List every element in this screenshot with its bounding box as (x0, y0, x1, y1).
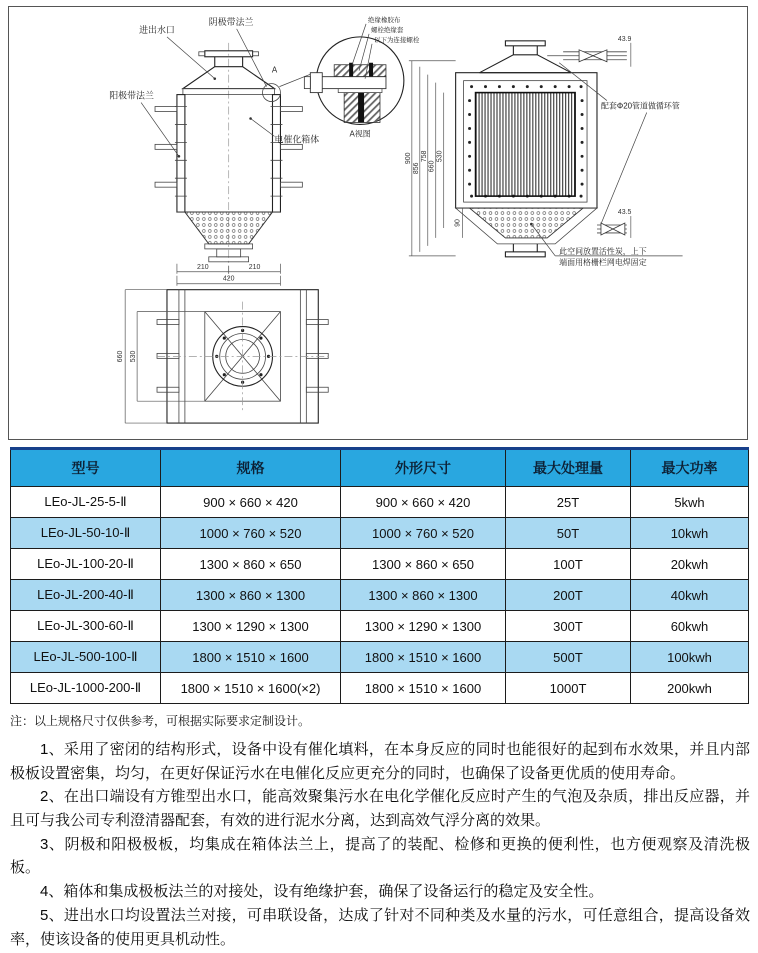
detail-marker-letter: A (271, 65, 278, 75)
plan-view-drawing (117, 290, 328, 423)
dim-bottom-fitting: 43.5 (617, 209, 632, 217)
side-funnel-carbon-space (470, 208, 583, 238)
label-connecting-bolt: 以下为连接螺栓 (374, 36, 420, 44)
cell-model: LEo-JL-100-20-Ⅱ (11, 549, 161, 580)
cell-size: 1300 × 1290 × 1300 (341, 611, 506, 642)
dim-660: 660 (428, 160, 436, 173)
label-catalytic-body: 电催化箱体 (274, 134, 320, 145)
side-view-drawing (405, 36, 683, 267)
cell-spec: 1300 × 1290 × 1300 (161, 611, 341, 642)
dim-900: 900 (404, 152, 412, 165)
cell-power: 40kwh (631, 580, 749, 611)
feature-paragraph-2: 2、在出口端设有方锥型出水口，能高效聚集污水在电化学催化反应时产生的气泡及杂质，排出反应器，并且可与我公司专利澄清器配套，有效的进行泥水分离，达到高效气浮分离的效果。 (10, 788, 750, 830)
detail-view-drawing (304, 15, 419, 138)
header-model: 型号 (11, 449, 161, 487)
label-cathode-flange: 阴极带法兰 (208, 16, 254, 27)
header-capacity: 最大处理量 (506, 449, 631, 487)
header-size: 外形尺寸 (341, 449, 506, 487)
label-activated-carbon-2: 端面用格栅栏网电焊固定 (559, 257, 647, 267)
label-bolt-sleeve: 螺栓绝缘套 (371, 26, 404, 34)
table-row (11, 642, 749, 673)
cell-capacity: 200T (506, 580, 631, 611)
cell-size: 900 × 660 × 420 (341, 487, 506, 518)
plan-dim-660: 660 (117, 350, 125, 363)
cell-capacity: 50T (506, 518, 631, 549)
cell-capacity: 300T (506, 611, 631, 642)
cell-model: LEo-JL-1000-200-Ⅱ (11, 673, 161, 704)
cell-spec: 1000 × 760 × 520 (161, 518, 341, 549)
feature-paragraph-4: 4、箱体和集成极板法兰的对接处，设有绝缘护套，确保了设备运行的稳定及安全性。 (40, 883, 604, 901)
cell-spec: 1300 × 860 × 650 (161, 549, 341, 580)
feature-paragraph-1: 1、采用了密闭的结构形式，设备中设有催化填料，在本身反应的同时也能很好的起到布水效果，并且内部极板设置密集，均匀，在更好保证污水在电催化反应更充分的同时，也确保了设备更优质的使用寿命。 (10, 741, 750, 782)
plan-dim-530: 530 (130, 350, 138, 363)
cell-size: 1800 × 1510 × 1600 (341, 642, 506, 673)
table-footnote: 注：以上规格尺寸仅供参考，可根据实际要求定制设计。 (10, 714, 311, 728)
cell-size: 1800 × 1510 × 1600 (341, 673, 506, 704)
specification-table (10, 447, 749, 704)
feature-paragraph-3: 3、阴极和阳极极板，均集成在箱体法兰上，提高了的装配、检修和更换的便利性，也方便观察及清洗极板。 (10, 835, 750, 877)
feature-description (10, 738, 750, 951)
table-row (11, 580, 749, 611)
front-view-drawing (109, 16, 319, 286)
cell-size: 1300 × 860 × 650 (341, 549, 506, 580)
label-inlet-outlet: 进出水口 (139, 24, 175, 35)
label-insulating-rubber: 绝缘橡胶布 (368, 16, 401, 24)
cell-spec: 900 × 660 × 420 (161, 487, 341, 518)
cell-model: LEo-JL-300-60-Ⅱ (11, 611, 161, 642)
cell-model: LEo-JL-50-10-Ⅱ (11, 518, 161, 549)
cell-model: LEo-JL-25-5-Ⅱ (11, 487, 161, 518)
table-row (11, 518, 749, 549)
dim-top-fitting: 43.9 (617, 35, 632, 43)
dim-856: 856 (412, 162, 420, 175)
cell-power: 5kwh (631, 487, 749, 518)
electrode-plates (476, 93, 576, 197)
top-circulation-fitting (547, 36, 631, 67)
dim-210-left: 210 (197, 263, 209, 271)
front-funnel (185, 212, 273, 244)
bottom-circulation-fitting (597, 209, 632, 238)
side-view-dimensions (405, 61, 456, 256)
table-row (11, 673, 749, 704)
dim-420-total: 420 (222, 275, 235, 283)
cell-power: 100kwh (631, 642, 749, 673)
bolt-nut (310, 73, 322, 93)
cell-spec: 1300 × 860 × 1300 (161, 580, 341, 611)
cell-power: 10kwh (631, 518, 749, 549)
bolt-shaft (320, 77, 386, 89)
table-header-row (11, 449, 749, 487)
dim-210-right: 210 (248, 263, 261, 271)
cell-capacity: 25T (506, 487, 631, 518)
dim-758: 758 (420, 150, 428, 163)
cell-capacity: 500T (506, 642, 631, 673)
header-power: 最大功率 (631, 449, 749, 487)
cell-capacity: 1000T (506, 673, 631, 704)
table-row (11, 549, 749, 580)
header-spec: 规格 (161, 449, 341, 487)
cell-power: 200kwh (631, 673, 749, 704)
cell-capacity: 100T (506, 549, 631, 580)
label-circulation-pipe: 配套Φ20管道做循环管 (600, 101, 680, 111)
front-view-dimensions (177, 264, 281, 286)
label-anode-flange: 阳极带法兰 (109, 90, 154, 101)
cell-model: LEo-JL-500-100-Ⅱ (11, 642, 161, 673)
dim-530: 530 (436, 150, 444, 163)
label-activated-carbon-1: 此空间放置活性炭，上下 (559, 246, 647, 256)
cell-power: 20kwh (631, 549, 749, 580)
cell-size: 1300 × 860 × 1300 (341, 580, 506, 611)
cell-spec: 1800 × 1510 × 1600(×2) (161, 673, 341, 704)
table-row (11, 611, 749, 642)
cell-size: 1000 × 760 × 520 (341, 518, 506, 549)
feature-paragraph-5: 5、进出水口均设置法兰对接，可串联设备，达成了针对不同种类及水量的污水，可任意组合，提高设备效率，使该设备的使用更具机动性。 (10, 906, 750, 948)
cell-spec: 1800 × 1510 × 1600 (161, 642, 341, 673)
technical-drawing-panel (8, 6, 748, 440)
table-row (11, 487, 749, 518)
detail-view-caption: A视图 (349, 129, 371, 139)
cell-power: 60kwh (631, 611, 749, 642)
cell-model: LEo-JL-200-40-Ⅱ (11, 580, 161, 611)
dim-90-funnel: 90 (454, 219, 462, 227)
